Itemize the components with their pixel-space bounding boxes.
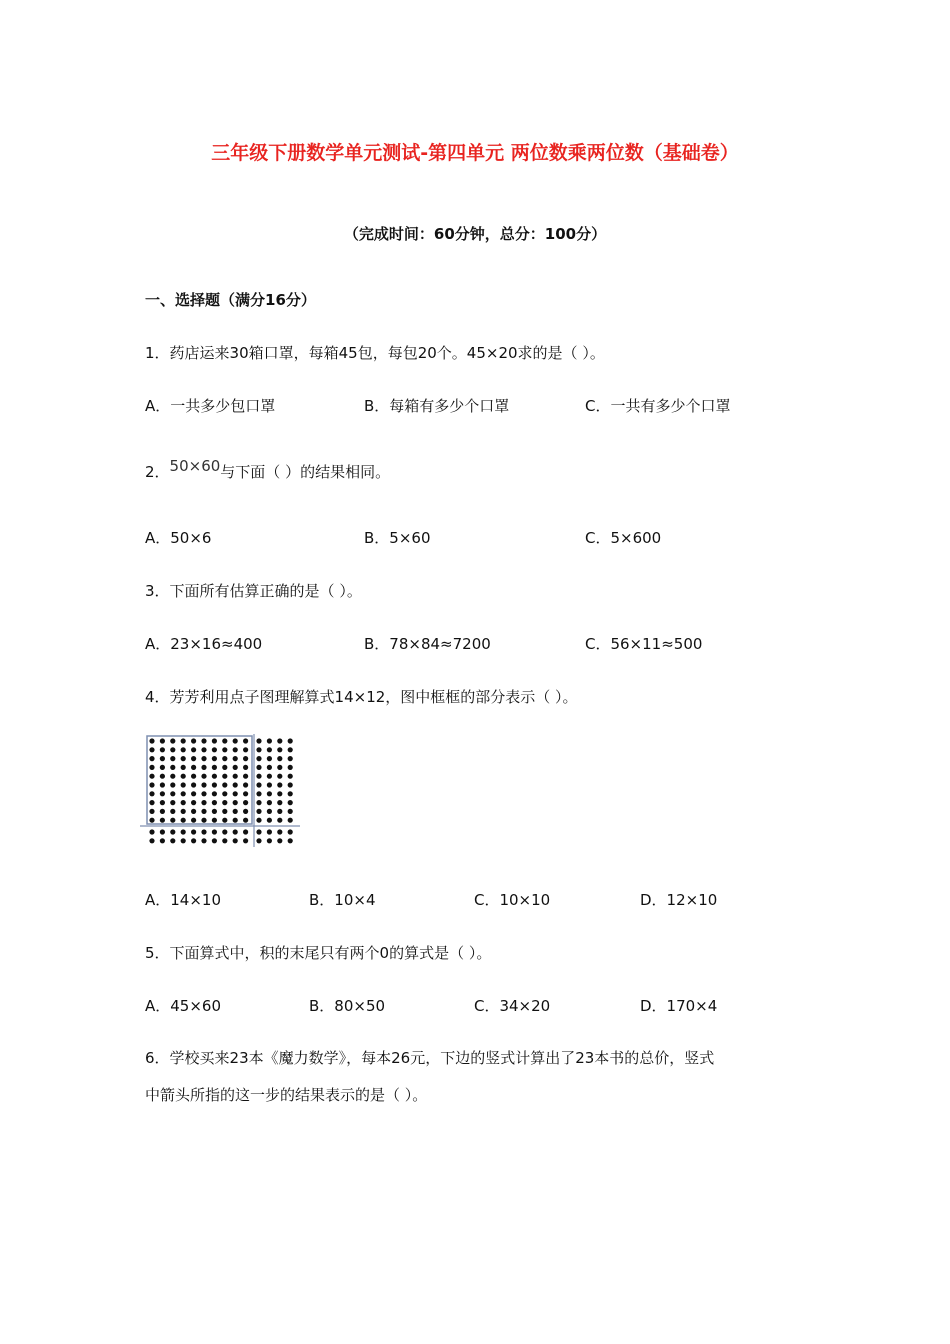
dot: [181, 829, 186, 834]
dot: [149, 791, 154, 796]
dot: [149, 738, 154, 743]
dot: [233, 791, 238, 796]
dot: [160, 791, 165, 796]
dot: [191, 791, 196, 796]
dot: [191, 738, 196, 743]
question-2-option-c[interactable]: C．5×600: [585, 529, 662, 547]
dot: [222, 791, 227, 796]
dot: [277, 774, 282, 779]
dot: [170, 829, 175, 834]
dot: [191, 747, 196, 752]
dot: [201, 738, 206, 743]
dot: [288, 782, 293, 787]
dot: [233, 800, 238, 805]
dot: [201, 791, 206, 796]
dot: [288, 765, 293, 770]
dot: [256, 818, 261, 823]
dot: [201, 838, 206, 843]
dot: [181, 800, 186, 805]
dot: [267, 738, 272, 743]
dot: [288, 738, 293, 743]
question-5-option-d[interactable]: D．170×4: [640, 997, 718, 1015]
dot: [256, 809, 261, 814]
dot: [212, 818, 217, 823]
dot: [201, 756, 206, 761]
dot: [170, 791, 175, 796]
dot: [160, 838, 165, 843]
dot: [267, 818, 272, 823]
dot: [288, 791, 293, 796]
dot: [212, 738, 217, 743]
dot: [201, 809, 206, 814]
question-2-option-b[interactable]: B．5×60: [364, 529, 431, 547]
dot: [160, 800, 165, 805]
question-2-text: [145, 457, 391, 482]
dot: [243, 791, 248, 796]
dot: [160, 774, 165, 779]
dot: [256, 756, 261, 761]
question-5-option-b[interactable]: B．80×50: [309, 997, 386, 1015]
dot: [170, 782, 175, 787]
dot: [149, 747, 154, 752]
dot: [277, 829, 282, 834]
dot: [243, 782, 248, 787]
question-4-option-d[interactable]: D．12×10: [640, 891, 718, 909]
dot: [149, 774, 154, 779]
dot: [191, 765, 196, 770]
dot: [243, 809, 248, 814]
dot: [288, 829, 293, 834]
dot: [243, 738, 248, 743]
dot: [277, 782, 282, 787]
dot: [277, 818, 282, 823]
dot: [243, 774, 248, 779]
dot: [288, 800, 293, 805]
dot: [222, 756, 227, 761]
dot: [256, 782, 261, 787]
question-4-option-a[interactable]: A．14×10: [145, 891, 222, 909]
dot: [222, 800, 227, 805]
dot: [233, 765, 238, 770]
question-1-option-c[interactable]: C．一共有多少个口罩: [585, 397, 731, 415]
dot: [243, 756, 248, 761]
question-6-text-line-2: 中箭头所指的这一步的结果表示的是（ ）。: [145, 1086, 428, 1104]
dot: [267, 756, 272, 761]
question-1-option-a[interactable]: A．一共多少包口罩: [145, 397, 276, 415]
dot: [181, 765, 186, 770]
dot: [149, 818, 154, 823]
dot: [222, 829, 227, 834]
question-5-text: 5．下面算式中，积的末尾只有两个0的算式是（ ）。: [145, 944, 492, 962]
dot: [233, 747, 238, 752]
dot: [191, 818, 196, 823]
dot: [233, 782, 238, 787]
dot: [233, 838, 238, 843]
dot-array-figure: [140, 732, 305, 850]
dot: [212, 800, 217, 805]
dot: [233, 829, 238, 834]
question-2-suffix: 与下面（ ）的结果相同。: [220, 463, 391, 481]
dot: [170, 738, 175, 743]
dot: [201, 774, 206, 779]
dot: [181, 791, 186, 796]
dot: [160, 782, 165, 787]
dot: [191, 838, 196, 843]
dot: [170, 756, 175, 761]
dot: [149, 809, 154, 814]
dot: [267, 800, 272, 805]
dot: [181, 809, 186, 814]
dot: [288, 809, 293, 814]
dot: [243, 765, 248, 770]
dot: [277, 765, 282, 770]
dot: [170, 809, 175, 814]
dot: [191, 800, 196, 805]
dot: [191, 774, 196, 779]
dot: [160, 738, 165, 743]
dot: [288, 818, 293, 823]
dot: [277, 791, 282, 796]
question-6-text-line-1: 6．学校买来23本《魔力数学》，每本26元，下边的竖式计算出了23本书的总价，竖式: [145, 1049, 715, 1067]
dot: [288, 747, 293, 752]
dot: [191, 809, 196, 814]
dot: [277, 838, 282, 843]
question-1-text: 1．药店运来30箱口罩，每箱45包，每包20个。45×20求的是（ ）。: [145, 344, 605, 362]
dot: [267, 838, 272, 843]
dot: [222, 809, 227, 814]
dot: [222, 765, 227, 770]
dot: [256, 829, 261, 834]
question-3-option-c[interactable]: C．56×11≈500: [585, 635, 703, 653]
question-4-option-c[interactable]: C．10×10: [474, 891, 551, 909]
dot: [160, 765, 165, 770]
dot: [288, 756, 293, 761]
dot: [201, 782, 206, 787]
dot: [201, 818, 206, 823]
dot: [267, 747, 272, 752]
dot: [212, 765, 217, 770]
dot: [191, 829, 196, 834]
dot: [212, 756, 217, 761]
dot: [222, 782, 227, 787]
dot-grid: [149, 738, 292, 843]
dot: [277, 738, 282, 743]
dot: [243, 829, 248, 834]
dot: [222, 738, 227, 743]
page-title: 三年级下册数学单元测试-第四单元 两位数乘两位数（基础卷）: [211, 142, 739, 164]
dot: [201, 829, 206, 834]
dot: [191, 756, 196, 761]
dot: [149, 765, 154, 770]
dot: [160, 818, 165, 823]
dot: [212, 791, 217, 796]
dot: [222, 747, 227, 752]
dot: [243, 838, 248, 843]
dot: [170, 747, 175, 752]
dot: [233, 818, 238, 823]
question-2-prefix: 2．: [145, 463, 170, 481]
section-heading: 一、选择题（满分16分）: [145, 291, 316, 309]
dot: [267, 829, 272, 834]
question-4-text: 4．芳芳利用点子图理解算式14×12，图中框框的部分表示（ ）。: [145, 688, 578, 706]
dot: [277, 756, 282, 761]
dot: [212, 809, 217, 814]
dot: [149, 782, 154, 787]
dot: [160, 809, 165, 814]
dot: [267, 809, 272, 814]
dot: [181, 838, 186, 843]
dot: [181, 747, 186, 752]
dot: [170, 765, 175, 770]
dot: [267, 765, 272, 770]
dot: [170, 838, 175, 843]
question-2-option-a[interactable]: A．50×6: [145, 529, 212, 547]
question-2-expression: 50×60: [169, 457, 221, 475]
dot: [233, 774, 238, 779]
dot: [201, 800, 206, 805]
dot: [149, 838, 154, 843]
dot: [170, 800, 175, 805]
dot: [233, 756, 238, 761]
dot: [243, 818, 248, 823]
question-3-option-a[interactable]: A．23×16≈400: [145, 635, 263, 653]
dot: [212, 747, 217, 752]
dot: [212, 838, 217, 843]
dot: [181, 782, 186, 787]
dot: [256, 774, 261, 779]
dot: [256, 738, 261, 743]
dot: [222, 818, 227, 823]
question-1-option-b[interactable]: B．每箱有多少个口罩: [364, 397, 510, 415]
dot: [212, 782, 217, 787]
dot: [160, 756, 165, 761]
question-3-option-b[interactable]: B．78×84≈7200: [364, 635, 491, 653]
dot: [212, 774, 217, 779]
dot: [201, 765, 206, 770]
dot: [243, 800, 248, 805]
dot: [149, 800, 154, 805]
dot: [181, 818, 186, 823]
dot: [233, 738, 238, 743]
dot: [277, 800, 282, 805]
dot: [267, 782, 272, 787]
dot: [170, 818, 175, 823]
dot: [201, 747, 206, 752]
dot: [222, 774, 227, 779]
dot: [267, 774, 272, 779]
question-3-text: 3．下面所有估算正确的是（ ）。: [145, 582, 362, 600]
dot: [149, 829, 154, 834]
page-subtitle: （完成时间：60分钟，总分：100分）: [343, 225, 607, 243]
dot: [288, 774, 293, 779]
dot: [222, 838, 227, 843]
dot: [243, 747, 248, 752]
dot: [277, 809, 282, 814]
question-5-option-a[interactable]: A．45×60: [145, 997, 222, 1015]
question-4-option-b[interactable]: B．10×4: [309, 891, 376, 909]
dot: [267, 791, 272, 796]
dot: [149, 756, 154, 761]
dot: [256, 791, 261, 796]
dot: [233, 809, 238, 814]
dot: [181, 756, 186, 761]
dot: [256, 838, 261, 843]
dot: [256, 747, 261, 752]
dot: [256, 800, 261, 805]
dot: [288, 838, 293, 843]
dot: [181, 774, 186, 779]
dot: [160, 829, 165, 834]
dot: [256, 765, 261, 770]
dot: [212, 829, 217, 834]
dot: [277, 747, 282, 752]
question-5-option-c[interactable]: C．34×20: [474, 997, 551, 1015]
dot: [170, 774, 175, 779]
dot: [181, 738, 186, 743]
dot: [191, 782, 196, 787]
dot: [160, 747, 165, 752]
